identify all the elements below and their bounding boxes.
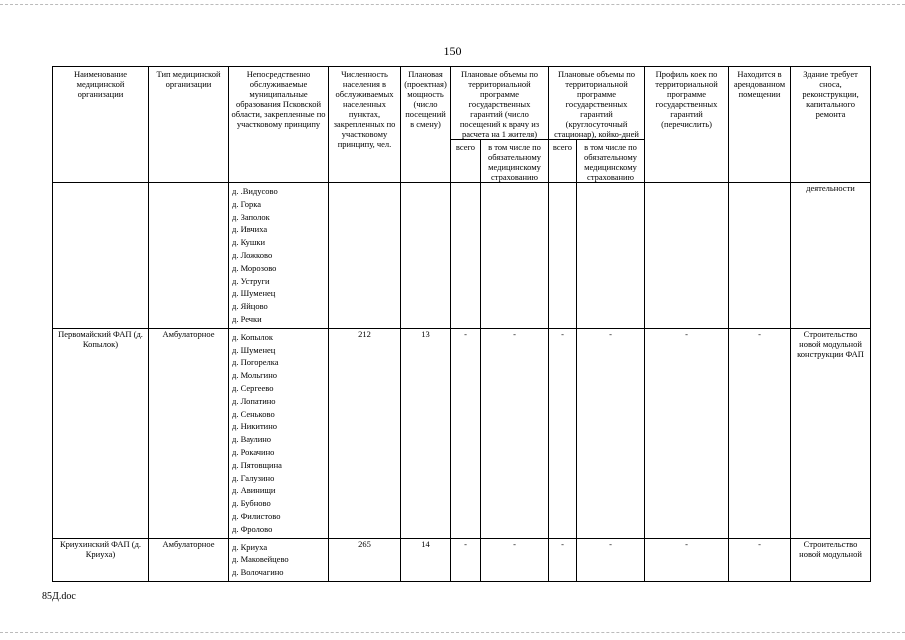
- settlement-item: д. Сеньково: [232, 408, 275, 419]
- facilities-table: [52, 66, 871, 582]
- settlement-item: д. Криуха: [232, 541, 268, 552]
- rented-cell: [729, 183, 791, 329]
- beds-oms-cell: -: [577, 538, 645, 581]
- settlement-item: д. Ивчиха: [232, 224, 268, 235]
- beds-oms-cell: [577, 183, 645, 329]
- capacity-cell: 13: [401, 328, 451, 538]
- settlement-item: д. Шуменец: [232, 288, 276, 299]
- settlement-item: д. Копылок: [232, 331, 273, 342]
- header-rented: Находится в арендованном помещении: [729, 67, 791, 183]
- settlement-item: д. Шуменец: [232, 344, 276, 355]
- table-body: [53, 183, 871, 582]
- page-number: 150: [443, 44, 462, 58]
- org-name-cell: [53, 183, 149, 329]
- settlements-cell: [229, 538, 329, 581]
- settlement-item: д. Уструги: [232, 275, 270, 286]
- header-row: [53, 67, 871, 140]
- header-capacity: Плановая (проектная) мощность (число посещений в смену): [401, 67, 451, 183]
- org-name-cell: Первомайский ФАП (д. Копылок): [53, 328, 149, 538]
- settlement-item: д. Речки: [232, 313, 262, 324]
- header-visits-volume: Плановые объемы по территориальной программе государственных гарантий (число посещений к врачу из расчета на 1 жителя): [451, 67, 549, 140]
- visits-total-cell: -: [451, 328, 481, 538]
- settlement-item: д. Сергеево: [232, 382, 274, 393]
- org-name-cell: Криухинский ФАП (д. Криуха): [53, 538, 149, 581]
- bed-profile-cell: -: [645, 538, 729, 581]
- settlement-item: д. Заполок: [232, 211, 270, 222]
- header-building: Здание требует сноса, реконструкции, капитального ремонта: [791, 67, 871, 183]
- scan-edge-bottom: [0, 632, 905, 633]
- visits-oms-cell: -: [481, 538, 549, 581]
- visits-oms-cell: -: [481, 328, 549, 538]
- org-type-cell: Амбулаторное: [149, 538, 229, 581]
- population-cell: 265: [329, 538, 401, 581]
- beds-oms-cell: -: [577, 328, 645, 538]
- beds-total-cell: -: [549, 538, 577, 581]
- beds-total-cell: -: [549, 328, 577, 538]
- settlement-item: д. Авинищи: [232, 485, 276, 496]
- beds-total-cell: [549, 183, 577, 329]
- rented-cell: -: [729, 538, 791, 581]
- settlements-cell: [229, 183, 329, 329]
- settlement-item: д. Никитино: [232, 421, 278, 432]
- settlement-item: д. Пятовщина: [232, 459, 282, 470]
- subheader-visits-oms: в том числе по обязательному медицинскому страхованию: [481, 140, 549, 183]
- table-row: [53, 538, 871, 581]
- header-bed-profile: Профиль коек по территориальной программе государственных гарантий (перечислить): [645, 67, 729, 183]
- building-cell: деятельности: [791, 183, 871, 329]
- org-type-cell: [149, 183, 229, 329]
- settlement-item: д. Лопатино: [232, 395, 276, 406]
- header-municipalities: Непосредственно обслуживаемые муниципальные образования Псковской области, закрепленные по участковому принципу: [229, 67, 329, 183]
- settlement-item: д. Бубново: [232, 498, 271, 509]
- settlement-item: д. Филистово: [232, 510, 281, 521]
- visits-oms-cell: [481, 183, 549, 329]
- table-row: [53, 183, 871, 329]
- settlement-item: д. Ложково: [232, 249, 273, 260]
- subheader-visits-total: всего: [451, 140, 481, 183]
- subheader-beds-oms: в том числе по обязательному медицинскому страхованию: [577, 140, 645, 183]
- settlement-item: д. Волочагино: [232, 567, 284, 578]
- bed-profile-cell: [645, 183, 729, 329]
- building-cell: Строительство новой модульной: [791, 538, 871, 581]
- settlement-item: д. Горка: [232, 198, 262, 209]
- footer-filename: 85Д.doc: [42, 591, 76, 602]
- capacity-cell: 14: [401, 538, 451, 581]
- rented-cell: -: [729, 328, 791, 538]
- settlement-item: д. .Видусово: [232, 186, 278, 196]
- visits-total-cell: -: [451, 538, 481, 581]
- settlement-item: д. Яйцово: [232, 301, 268, 312]
- building-cell: Строительство новой модульной конструкции ФАП: [791, 328, 871, 538]
- settlement-item: д. Морозово: [232, 262, 277, 273]
- settlement-item: д. Фролово: [232, 523, 273, 534]
- settlement-item: д. Ваулино: [232, 434, 272, 445]
- bed-profile-cell: -: [645, 328, 729, 538]
- header-population: Численность населения в обслуживаемых населенных пунктах, закрепленных по участковому принципу, чел.: [329, 67, 401, 183]
- header-org-type: Тип медицинской организации: [149, 67, 229, 183]
- table-row: [53, 328, 871, 538]
- settlement-item: д. Кушки: [232, 237, 266, 248]
- subheader-beds-total: всего: [549, 140, 577, 183]
- settlement-item: д. Рокачино: [232, 446, 275, 457]
- population-cell: 212: [329, 328, 401, 538]
- population-cell: [329, 183, 401, 329]
- settlement-item: д. Мольгино: [232, 370, 278, 381]
- capacity-cell: [401, 183, 451, 329]
- org-type-cell: Амбулаторное: [149, 328, 229, 538]
- scan-edge-top: [0, 4, 905, 5]
- settlement-item: д. Маковейцево: [232, 554, 289, 565]
- settlement-item: д. Погорелка: [232, 357, 279, 368]
- header-org-name: Наименование медицинской организации: [53, 67, 149, 183]
- visits-total-cell: [451, 183, 481, 329]
- settlement-item: д. Галузино: [232, 472, 275, 483]
- header-bed-days-volume: Плановые объемы по территориальной программе государственных гарантий (круглосуточный стационар), койко-дней: [549, 67, 645, 140]
- settlements-cell: [229, 328, 329, 538]
